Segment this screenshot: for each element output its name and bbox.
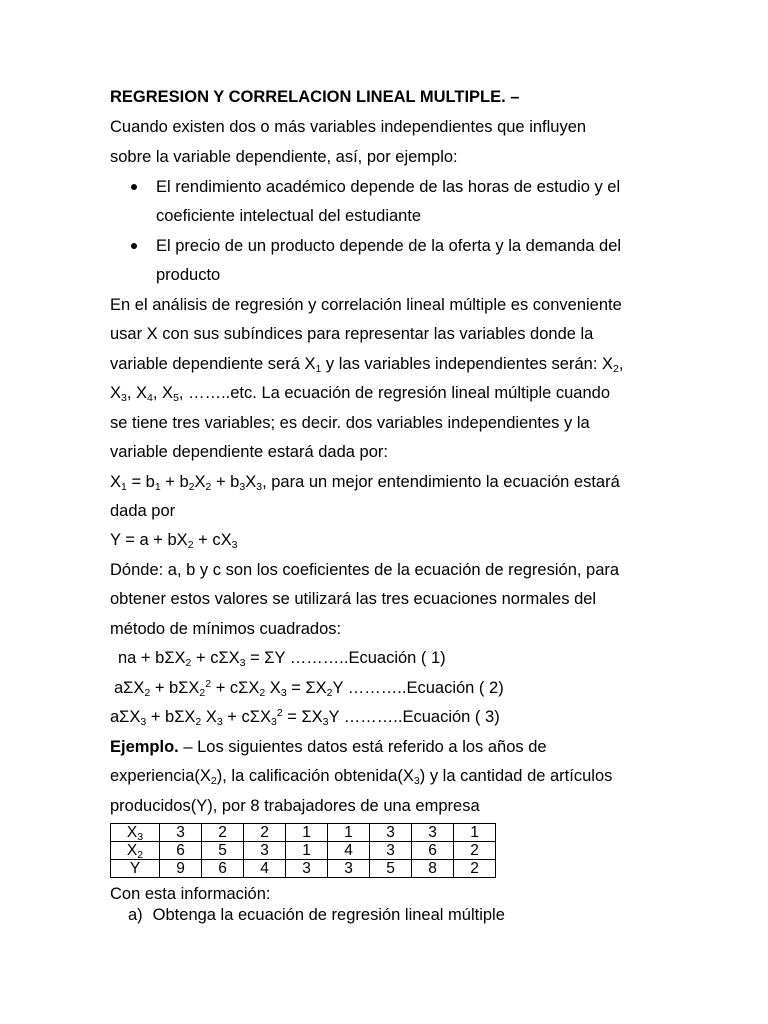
list-item-text: Obtenga la ecuación de regresión lineal múltiple — [152, 906, 505, 924]
table-cell: 3 — [370, 842, 412, 860]
example-line-3: producidos(Y), por 8 trabajadores de una empresa — [110, 797, 480, 815]
row-label: Y — [111, 860, 160, 878]
table-cell: 3 — [370, 824, 412, 842]
bullet-icon — [131, 184, 137, 190]
para1-line-1: En el análisis de regresión y correlación lineal múltiple es conveniente — [110, 296, 622, 314]
regression-equation-line: $X_1 = b_1 + b_2X_2 + b_3X_3$, para un mejor entendimiento la ecuación estará — [110, 473, 620, 493]
table-cell: 4 — [328, 842, 370, 860]
example-line-1: Ejemplo. – Los siguientes datos está referido a los años de — [110, 738, 547, 756]
table-cell: 1 — [286, 842, 328, 860]
table-cell: 2 — [244, 824, 286, 842]
table-cell: 2 — [454, 860, 496, 878]
normal-equation-2: aΣX$_2$ + bΣX$_2^2$ + cΣX$_2$ $X_3 = \Sigma X_2Y$ ………..Ecuación ( 2) — [114, 678, 504, 699]
con-informacion-line: Con esta información: — [110, 885, 271, 903]
bullet-1-line-2: coeficiente intelectual del estudiante — [156, 207, 422, 225]
table-cell: 3 — [160, 824, 202, 842]
list-marker: a) — [128, 906, 143, 924]
table-cell: 9 — [160, 860, 202, 878]
table-cell: 6 — [202, 860, 244, 878]
table-cell: 1 — [286, 824, 328, 842]
table-cell: 3 — [286, 860, 328, 878]
bullet-2-line-2: producto — [156, 266, 221, 284]
table-cell: 5 — [202, 842, 244, 860]
intro-line-1: Cuando existen dos o más variables independientes que influyen — [110, 118, 587, 136]
intro-line-2: sobre la variable dependiente, así, por ejemplo: — [110, 148, 458, 166]
donde-line-1: Dónde: a, b y c son los coeficientes de la ecuación de regresión, para — [110, 561, 620, 579]
dada-por-line: dada por — [110, 502, 176, 520]
table-cell: 2 — [454, 842, 496, 860]
table-cell: 2 — [202, 824, 244, 842]
table-cell: 3 — [244, 842, 286, 860]
para1-line-6: variable dependiente estará dada por: — [110, 443, 388, 461]
para1-line-2: usar X con sus subíndices para representar las variables donde la — [110, 325, 594, 343]
para1-line-3: variable dependiente será $X_1$ y las variables independientes serán: $X_2$, — [110, 355, 624, 375]
para1-line-4: $X_3$, $X_4$, $X_5$, ……..etc. La ecuación de regresión lineal múltiple cuando — [110, 384, 611, 404]
row-label: $X_2$ — [111, 842, 160, 860]
donde-line-2: obtener estos valores se utilizará las tres ecuaciones normales del — [110, 590, 597, 608]
table-cell: 1 — [454, 824, 496, 842]
list-item-a — [128, 905, 505, 925]
normal-equation-3: aΣX$_3$ + bΣX$_2$ $X_3 + c\Sigma X_3^2 = \Sigma X_3Y$ ………..Ecuación ( 3) — [110, 707, 500, 728]
normal-equation-1: na + bΣX$_2$ + cΣX$_3$ = ΣY ………..Ecuación ( 1) — [118, 649, 446, 669]
table-cell: 3 — [328, 860, 370, 878]
bullet-2-line-1: El precio de un producto depende de la oferta y la demanda del — [156, 237, 622, 255]
para1-line-5: se tiene tres variables; es decir. dos variables independientes y la — [110, 414, 590, 432]
table-cell: 1 — [328, 824, 370, 842]
example-line-2: $experiencia(X_2)$, la calificación $obtenida(X_3)$ y la cantidad de artículos — [110, 767, 613, 787]
bullet-icon — [131, 243, 137, 249]
section-title: REGRESION Y CORRELACION LINEAL MULTIPLE. – — [110, 88, 520, 106]
simplified-equation: $Y = a + bX_2 + cX_3$ — [110, 531, 238, 551]
table-row — [111, 824, 496, 842]
table-cell: 6 — [412, 842, 454, 860]
data-table — [110, 823, 496, 878]
table-cell: 6 — [160, 842, 202, 860]
row-label: $X_3$ — [111, 824, 160, 842]
table-row — [111, 860, 496, 878]
table-cell: 8 — [412, 860, 454, 878]
bullet-1-line-1: El rendimiento académico depende de las horas de estudio y el — [156, 178, 621, 196]
table-cell: 4 — [244, 860, 286, 878]
table-cell: 5 — [370, 860, 412, 878]
table-cell: 3 — [412, 824, 454, 842]
table-row — [111, 842, 496, 860]
donde-line-3: método de mínimos cuadrados: — [110, 620, 342, 638]
